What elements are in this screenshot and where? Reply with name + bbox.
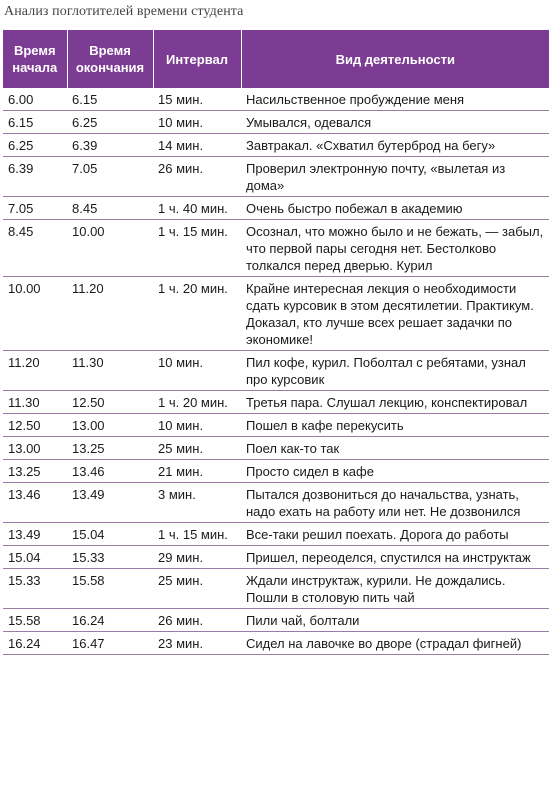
- cell-activity: Третья пара. Слушал лекцию, конспектировал: [241, 391, 549, 414]
- table-row: [3, 391, 549, 414]
- cell-interval: 23 мин.: [153, 632, 241, 655]
- cell-activity: Пытался дозвониться до начальства, узнать, надо ехать на работу или нет. Не дозвонился: [241, 483, 549, 523]
- table-row: [3, 609, 549, 632]
- cell-end-time: 16.47: [67, 632, 153, 655]
- cell-interval: 10 мин.: [153, 414, 241, 437]
- cell-activity: Ждали инструктаж, курили. Не дождались. Пошли в столовую пить чай: [241, 569, 549, 609]
- cell-start-time: 16.24: [3, 632, 67, 655]
- cell-end-time: 13.25: [67, 437, 153, 460]
- cell-start-time: 8.45: [3, 220, 67, 277]
- cell-end-time: 15.33: [67, 546, 153, 569]
- header-activity: Вид деятельности: [241, 30, 549, 88]
- time-analysis-table: [3, 30, 549, 655]
- cell-end-time: 12.50: [67, 391, 153, 414]
- cell-end-time: 7.05: [67, 157, 153, 197]
- table-row: [3, 111, 549, 134]
- cell-start-time: 13.46: [3, 483, 67, 523]
- table-row: [3, 277, 549, 351]
- cell-activity: Проверил электронную почту, «вылетая из дома»: [241, 157, 549, 197]
- cell-interval: 29 мин.: [153, 546, 241, 569]
- cell-start-time: 6.15: [3, 111, 67, 134]
- table-row: [3, 483, 549, 523]
- cell-start-time: 13.25: [3, 460, 67, 483]
- header-interval: Интервал: [153, 30, 241, 88]
- cell-end-time: 10.00: [67, 220, 153, 277]
- cell-interval: 1 ч. 15 мин.: [153, 220, 241, 277]
- table-row: [3, 414, 549, 437]
- cell-activity: Насильственное пробуждение меня: [241, 88, 549, 111]
- cell-end-time: 15.04: [67, 523, 153, 546]
- table-row: [3, 460, 549, 483]
- cell-activity: Крайне интересная лекция о необходимости сдать курсовик в этом десятилетии. Практикум. Доказал, кто лучше всех решает задачки по экономике!: [241, 277, 549, 351]
- cell-activity: Пришел, переоделся, спустился на инструктаж: [241, 546, 549, 569]
- cell-interval: 14 мин.: [153, 134, 241, 157]
- cell-start-time: 6.00: [3, 88, 67, 111]
- cell-end-time: 13.00: [67, 414, 153, 437]
- cell-interval: 26 мин.: [153, 157, 241, 197]
- cell-end-time: 13.46: [67, 460, 153, 483]
- cell-activity: Все-таки решил поехать. Дорога до работы: [241, 523, 549, 546]
- table-row: [3, 157, 549, 197]
- cell-start-time: 11.30: [3, 391, 67, 414]
- table-row: [3, 220, 549, 277]
- cell-interval: 25 мин.: [153, 569, 241, 609]
- cell-interval: 21 мин.: [153, 460, 241, 483]
- table-row: [3, 437, 549, 460]
- cell-activity: Пили чай, болтали: [241, 609, 549, 632]
- cell-end-time: 11.20: [67, 277, 153, 351]
- cell-activity: Умывался, одевался: [241, 111, 549, 134]
- table-body: [3, 88, 549, 655]
- cell-interval: 10 мин.: [153, 351, 241, 391]
- table-row: [3, 632, 549, 655]
- cell-start-time: 11.20: [3, 351, 67, 391]
- cell-interval: 26 мин.: [153, 609, 241, 632]
- table-row: [3, 523, 549, 546]
- cell-interval: 1 ч. 20 мин.: [153, 277, 241, 351]
- table-row: [3, 546, 549, 569]
- cell-activity: Осознал, что можно было и не бежать, — забыл, что первой пары сегодня нет. Бестолково толкался перед дверью. Курил: [241, 220, 549, 277]
- header-end-time: Время окончания: [67, 30, 153, 88]
- table-row: [3, 88, 549, 111]
- cell-activity: Сидел на лавочке во дворе (страдал фигней): [241, 632, 549, 655]
- cell-start-time: 13.49: [3, 523, 67, 546]
- cell-interval: 1 ч. 15 мин.: [153, 523, 241, 546]
- cell-interval: 10 мин.: [153, 111, 241, 134]
- cell-start-time: 15.58: [3, 609, 67, 632]
- cell-start-time: 12.50: [3, 414, 67, 437]
- cell-activity: Пошел в кафе перекусить: [241, 414, 549, 437]
- table-row: [3, 197, 549, 220]
- cell-end-time: 11.30: [67, 351, 153, 391]
- cell-interval: 1 ч. 40 мин.: [153, 197, 241, 220]
- cell-end-time: 15.58: [67, 569, 153, 609]
- table-row: [3, 351, 549, 391]
- cell-start-time: 15.33: [3, 569, 67, 609]
- cell-start-time: 7.05: [3, 197, 67, 220]
- cell-end-time: 8.45: [67, 197, 153, 220]
- table-header: [3, 30, 549, 88]
- table-row: [3, 134, 549, 157]
- cell-end-time: 6.39: [67, 134, 153, 157]
- cell-start-time: 10.00: [3, 277, 67, 351]
- cell-interval: 15 мин.: [153, 88, 241, 111]
- cell-activity: Пил кофе, курил. Поболтал с ребятами, узнал про курсовик: [241, 351, 549, 391]
- table-caption: Анализ поглотителей времени студента: [4, 4, 244, 19]
- cell-start-time: 6.25: [3, 134, 67, 157]
- header-start-time: Время начала: [3, 30, 67, 88]
- cell-start-time: 15.04: [3, 546, 67, 569]
- cell-interval: 3 мин.: [153, 483, 241, 523]
- cell-end-time: 6.25: [67, 111, 153, 134]
- cell-start-time: 6.39: [3, 157, 67, 197]
- table-row: [3, 569, 549, 609]
- cell-interval: 25 мин.: [153, 437, 241, 460]
- cell-end-time: 16.24: [67, 609, 153, 632]
- cell-end-time: 6.15: [67, 88, 153, 111]
- cell-end-time: 13.49: [67, 483, 153, 523]
- cell-start-time: 13.00: [3, 437, 67, 460]
- cell-activity: Просто сидел в кафе: [241, 460, 549, 483]
- cell-activity: Поел как-то так: [241, 437, 549, 460]
- cell-interval: 1 ч. 20 мин.: [153, 391, 241, 414]
- cell-activity: Очень быстро побежал в академию: [241, 197, 549, 220]
- cell-activity: Завтракал. «Схватил бутерброд на бегу»: [241, 134, 549, 157]
